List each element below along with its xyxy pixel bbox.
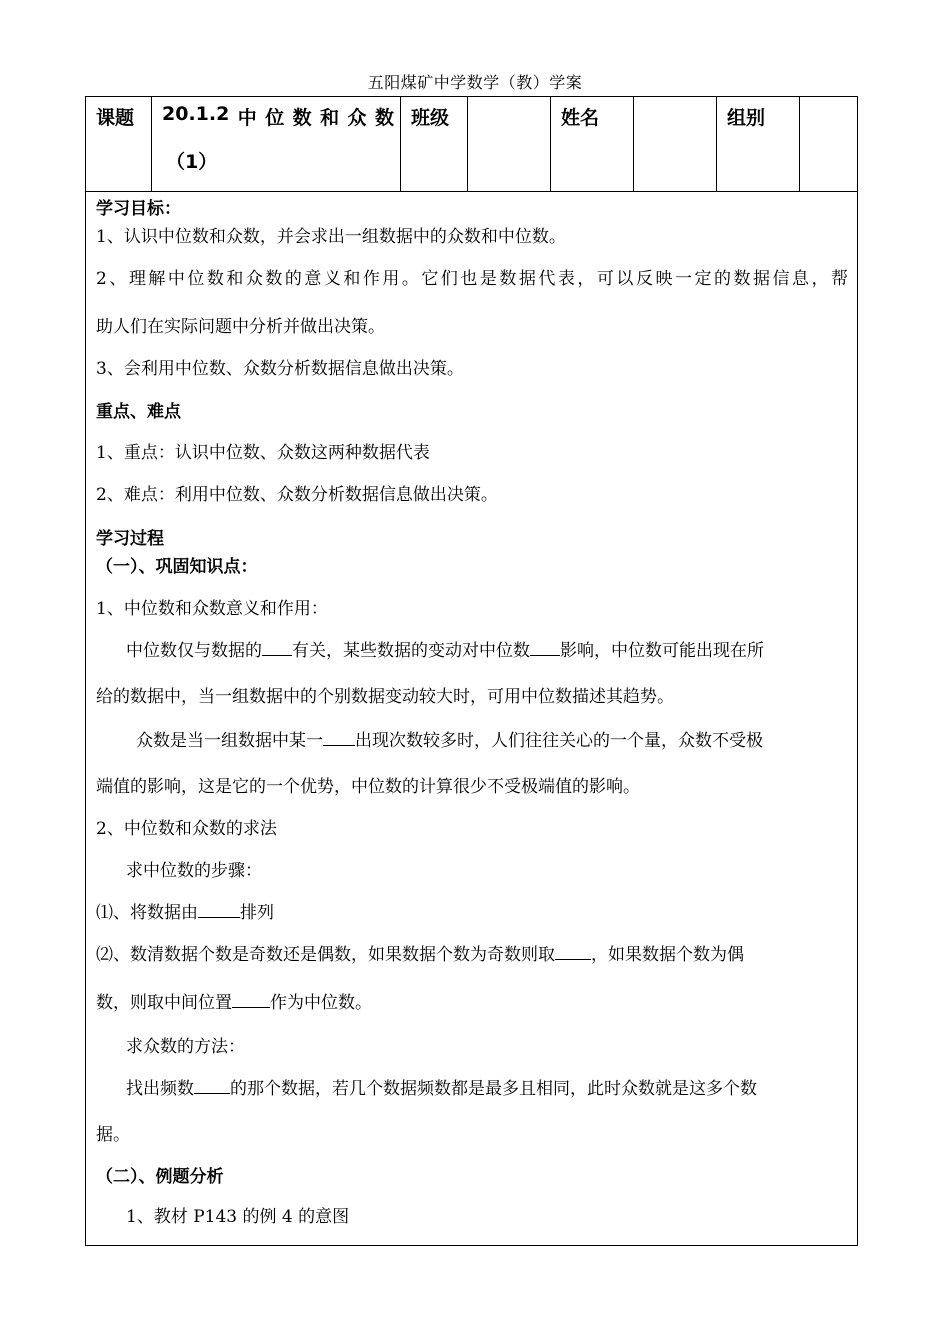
group-label: 组别 <box>727 107 766 129</box>
fill-blank[interactable] <box>198 903 240 918</box>
topic-value-cell <box>152 97 401 191</box>
goal-1: 1、认识中位数和众数，并会求出一组数据中的众数和中位数。 <box>96 227 566 247</box>
topic-label-cell <box>86 97 152 191</box>
key-point-2: 2、难点：利用中位数、众数分析数据信息做出决策。 <box>96 485 498 505</box>
step-2-text-a: ⑵、数清数据个数是奇数还是偶数，如果数据个数为奇数则取 <box>96 945 555 965</box>
group-label-cell <box>717 97 800 191</box>
fill-blank[interactable] <box>530 641 560 656</box>
median-steps-heading: 求中位数的步骤： <box>126 861 262 881</box>
group-value-cell[interactable] <box>800 97 857 191</box>
topic-title <box>162 103 394 130</box>
example-1: 1、教材 P143 的例 4 的意图 <box>126 1207 350 1227</box>
fill-blank[interactable] <box>262 641 292 656</box>
item-1-title: 1、中位数和众数意义和作用： <box>96 599 328 619</box>
median-paragraph-line-2: 给的数据中，当一组数据中的个别数据变动较大时，可用中位数描述其趋势。 <box>96 687 674 707</box>
topic-title-part: 数 <box>374 107 394 129</box>
item-2-title: 2、中位数和众数的求法 <box>96 819 277 839</box>
section-1-heading: （一）、巩固知识点： <box>96 557 258 577</box>
class-value-cell[interactable] <box>468 97 551 191</box>
goal-2-line-2: 助人们在实际问题中分析并做出决策。 <box>96 317 385 337</box>
step-2-text-d: 作为中位数。 <box>270 993 372 1013</box>
fill-blank[interactable] <box>194 1079 230 1094</box>
topic-label: 课题 <box>96 107 135 129</box>
name-value-cell[interactable] <box>634 97 717 191</box>
key-points-heading: 重点、难点 <box>96 402 181 422</box>
fill-blank[interactable] <box>323 731 355 746</box>
mode-find-text-b: 的那个数据，若几个数据频数都是最多且相同，此时众数就是这多个数 <box>230 1079 757 1099</box>
mode-find-line-2: 据。 <box>96 1125 130 1145</box>
step-1 <box>96 898 848 923</box>
mode-find-line-1 <box>126 1074 848 1099</box>
name-label: 姓名 <box>561 107 600 129</box>
mode-method-heading: 求众数的方法： <box>126 1037 245 1057</box>
step-1-text-b: 排列 <box>240 903 274 923</box>
step-2-text-c: 数，则取中间位置 <box>96 993 232 1013</box>
name-label-cell <box>551 97 634 191</box>
median-text-b: 有关，某些数据的变动对中位数 <box>292 641 530 661</box>
topic-title-part: 数 <box>292 107 312 129</box>
mode-paragraph-line-2: 端值的影响，这是它的一个优势，中位数的计算很少不受极端值的影响。 <box>96 777 640 797</box>
median-text-a: 中位数仅与数据的 <box>126 641 262 661</box>
topic-title-suffix: （1） <box>166 151 218 173</box>
table-header-row <box>86 97 857 192</box>
step-2-text-b: ，如果数据个数为偶 <box>591 945 744 965</box>
section-2-heading: （二）、例题分析 <box>96 1167 224 1187</box>
mode-find-text-a: 找出频数 <box>126 1079 194 1099</box>
process-heading: 学习过程 <box>96 529 164 549</box>
median-paragraph-line-1 <box>126 636 848 661</box>
step-2-line-1 <box>96 940 848 965</box>
mode-text-b: 出现次数较多时，人们往往关心的一个量，众数不受极 <box>355 731 763 751</box>
fill-blank[interactable] <box>232 993 270 1008</box>
goal-3: 3、会利用中位数、众数分析数据信息做出决策。 <box>96 359 464 379</box>
median-text-c: 影响，中位数可能出现在所 <box>560 641 764 661</box>
mode-paragraph-line-1 <box>136 726 848 751</box>
key-point-1: 1、重点：认识中位数、众数这两种数据代表 <box>96 443 430 463</box>
lesson-plan-table <box>85 96 858 1246</box>
document-header-title: 五阳煤矿中学数学（教）学案 <box>367 73 583 92</box>
topic-title-part: 和 <box>320 107 340 129</box>
topic-title-part: 20.1.2 <box>162 103 230 125</box>
topic-title-part: 众 <box>347 107 367 129</box>
goal-2-line-1: 2、理解中位数和众数的意义和作用。它们也是数据代表，可以反映一定的数据信息，帮 <box>96 269 848 289</box>
fill-blank[interactable] <box>555 945 591 960</box>
mode-text-a: 众数是当一组数据中某一 <box>136 731 323 751</box>
step-1-text-a: ⑴、将数据由 <box>96 903 198 923</box>
goals-heading: 学习目标： <box>96 199 181 219</box>
step-2-line-2 <box>96 988 848 1013</box>
topic-title-part: 中 <box>237 107 257 129</box>
topic-title-part: 位 <box>265 107 285 129</box>
class-label-cell <box>401 97 468 191</box>
class-label: 班级 <box>411 107 450 129</box>
